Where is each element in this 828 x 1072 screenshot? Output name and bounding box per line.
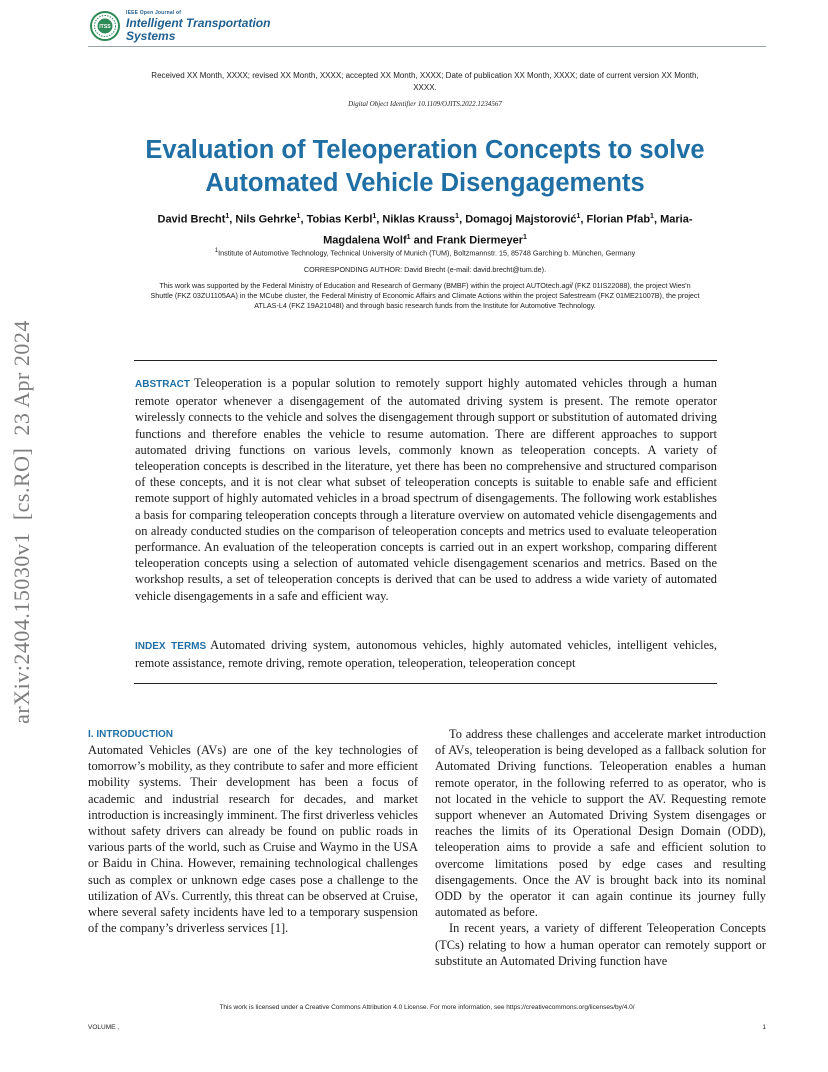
affiliation-text: Institute of Automotive Technology, Technical University of Munich (TUM), Boltzmannstr. 15, 85748 Garching b. München, Germany [218,248,636,258]
abstract-label: ABSTRACT [135,379,190,390]
author-affiliation-sup: 1 [296,213,301,220]
author-separator: , [653,213,661,226]
author-affiliation-sup: 1 [225,213,230,220]
index-terms-label: INDEX TERMS [135,641,207,652]
doi: Digital Object Identifier 10.1109/OJITS.2022.1234567 [348,100,502,108]
author-name: Domagoj Majstorović [465,213,577,226]
index-terms [135,637,717,671]
funding-part2: (FKZ 01IS22088), the project Wies'n Shuttle (FKZ 03ZU1105AA) in the MCube cluster, the Federal Ministry of Economic Affairs and Climate Actions within the project Safestream (FKZ 01ME21007B), the project ATLAS-L4 (FKZ 19A21048I) and through basic research funds from the Institute for Automotive Technology. [150,281,700,310]
index-terms-text: Automated driving system, autonomous vehicles, highly automated vehicles, intelligent vehicles, remote assistance, remote driving, remote operation, teleoperation, teleoperation concept [135,638,717,671]
author-name: Niklas Krauss [382,213,456,226]
author-affiliation-sup: 1 [650,213,654,220]
author-name: Frank Diermeyer [436,234,524,247]
header-divider [88,46,766,47]
author-affiliation-sup: 1 [372,213,377,220]
intro-column-left [88,742,418,936]
journal-name [126,11,270,42]
paper-title: Evaluation of Teleoperation Concepts to solve Automated Vehicle Disengagements [145,136,705,197]
abstract-bottom-rule [134,683,717,684]
journal-title-line1: Intelligent Transportation [126,16,271,30]
funding-part1: This work was supported by the Federal Ministry of Education and Research of Germany (BMBF) within the project AUTOtech. [159,281,562,290]
intro-column-right [435,726,766,969]
author-separator: and [410,234,437,247]
author-name: Nils Gehrke [235,213,297,226]
author-separator: , [580,213,587,226]
author-separator: , [300,213,307,226]
journal-title-line2: Systems [126,29,176,43]
section-heading-introduction: I. INTRODUCTION [88,729,173,740]
author-list [150,208,700,249]
author-affiliation-sup: 1 [576,213,581,220]
author-name: Florian Pfab [586,213,651,226]
logo-text: ITSS [99,24,111,31]
author-separator: , [459,213,466,226]
funding-italic: agil [561,281,573,290]
author-name: David Brecht [157,213,226,226]
license-note: This work is licensed under a Creative Commons Attribution 4.0 License. For more information, see https://creativecommons.org/licenses/by/4.0/ [219,1004,635,1011]
author-separator: , [229,213,236,226]
affiliation-sup: 1 [214,248,219,254]
arxiv-stamp: arXiv:2404.15030v1 [cs.RO] 23 Apr 2024 [9,320,34,724]
author-name: Tobias Kerbl [306,213,373,226]
author-affiliation-sup: 1 [455,213,460,220]
received-dates: Received XX Month, XXXX; revised XX Month, XXXX; accepted XX Month, XXXX; Date of publication XX Month, XXXX; date of current version XX Month, XXXX. [151,71,699,92]
intro-paragraph-1: Automated Vehicles (AVs) are one of the key technologies of tomorrow’s mobility, as they contribute to safer and more efficient mobility systems. Their development has been a focus of academic and industrial research for decades, and market introduction is increasingly imminent. The first driverless vehicles without safety drivers can already be found on public roads in various parts of the world, such as Cruise and Waymo in the USA or Baidu in China. However, remaining technological challenges such as complex or unknown edge cases pose a challenge to the utilization of AVs. Currently, this threat can be observed at Cruise, where several safety incidents have led to a temporary suspension of the company’s driverless services [1]. [88,743,418,936]
abstract-text: Teleoperation is a popular solution to remotely support highly automated vehicles through a human remote operator whenever a disengagement of the automated driving system is present. The remote operator wirelessly connects to the vehicle and solves the disengagement through support or substitution of automated driving functions and therefore enables the vehicle to resume automation. There are different approaches to support automated driving functions on various levels, commonly known as teleoperation concepts. A variety of teleoperation concepts is described in the literature, yet there has been no comprehensive and structured comparison of these concepts, and it is not clear what subset of teleoperation concepts is suitable to enable safe and efficient remote support of highly automated vehicles in a broad spectrum of disengagements. The following work establishes a basis for comparing teleoperation concepts through a literature overview on automated vehicle disengagements and on already conducted studies on the comparison of teleoperation concepts and metrics used to evaluate teleoperation performance. An evaluation of the teleoperation concepts is carried out in an expert workshop, comparing different teleoperation concepts using a selection of automated vehicle disengagement scenarios and metrics. Based on the workshop results, a set of teleoperation concepts is derived that can be used to address a wide variety of automated vehicle disengagements in a safe and efficient way. [135,376,717,603]
journal-small-label: IEEE Open Journal of [126,10,182,16]
page-number: 1 [762,1024,766,1031]
author-affiliation-sup: 1 [523,233,527,241]
intro-paragraph-2: To address these challenges and accelerate market introduction of AVs, teleoperation is being developed as a fallback solution for Automated Driving functions. Teleoperation enables a human remote operator, in the following referred to as operator, who is not located in the vehicle to support the AV. Requesting remote support whenever an Automated Driving System disengages or reaches the limits of its Operational Design Domain (ODD), teleoperation aims to provide a safe and efficient solution to overcome limitations posed by edge cases and resulting disengagements. Once the AV is brought back into its nominal ODD by the operator it can again continue its journey fully automated as before. [435,727,766,920]
corresponding-author: CORRESPONDING AUTHOR: David Brecht (e-mail: david.brecht@tum.de). [303,265,547,274]
author-name: Maria-Magdalena Wolf [323,213,693,247]
journal-logo [90,11,120,41]
volume-label: VOLUME , [88,1024,120,1031]
abstract-top-rule [134,360,717,361]
author-affiliation-sup: 1 [406,233,411,241]
intro-paragraph-3: In recent years, a variety of different Teleoperation Concepts (TCs) relating to how a human operator can remotely support or substitute an Automated Driving function have [435,921,766,968]
affiliation [140,248,710,257]
funding-note [148,281,702,311]
abstract [135,375,717,604]
author-separator: , [376,213,383,226]
